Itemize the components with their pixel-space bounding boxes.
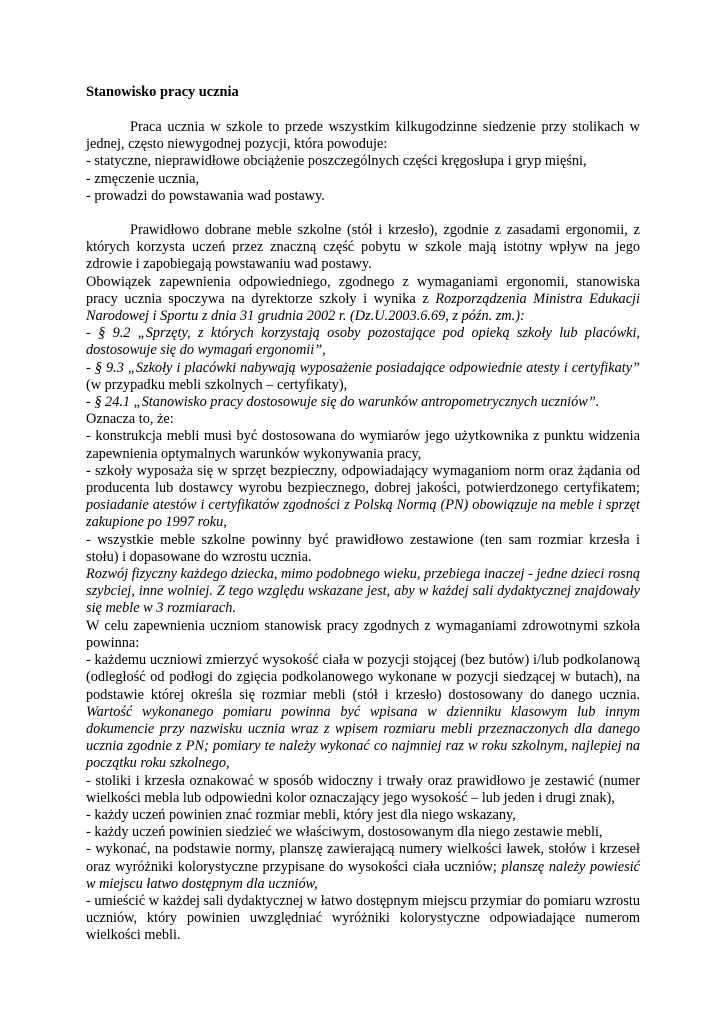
list-item: - konstrukcja mebli musi być dostosowana do wymiarów jego użytkownika z punktu widzenia zapewnienia optymalnych warunków wykonywania pracy, xyxy=(86,428,640,462)
list-item xyxy=(86,841,640,893)
list-item: - prowadzi do powstawania wad postawy. xyxy=(86,187,325,204)
regulation-rule-9-3 xyxy=(86,360,640,394)
list-item-text: - szkoły wyposaża się w sprzęt bezpieczny, odpowiadający wymaganiom norm oraz żądania od producenta lub dostawcy wyrobu bezpiecznego, dobrej jakości, potwierdzonego certyfikatem; xyxy=(86,462,640,497)
list-item xyxy=(86,463,640,532)
furniture-paragraph: Prawidłowo dobrane meble szkolne (stół i krzesło), zgodnie z zasadami ergonomii, z których korzysta uczeń przez znaczną część pobytu w szkole mają istotny wpływ na jego zdrowie i zapobiegają powstawaniu wad postawy. xyxy=(86,222,640,273)
list-item-italic: posiadanie atestów i certyfikatów zgodności z Polską Normą (PN) obowiązuje na meble i sprzęt zakupione po 1997 roku, xyxy=(86,497,640,531)
regulation-rule-24-1: - § 24.1 „Stanowisko pracy dostosowuje się do warunków antropometrycznych uczniów”. xyxy=(86,394,600,411)
meaning-intro: Oznacza to, że: xyxy=(86,411,174,428)
spacer xyxy=(86,205,640,222)
obligation-text: Obowiązek zapewnienia odpowiedniego, zgodnego z wymaganiami ergonomii, stanowiska pracy ucznia spoczywa na dyrektorze szkoły i wynika z xyxy=(86,273,640,307)
list-item: - stoliki i krzesła oznakować w sposób widoczny i trwały oraz prawidłowo je zestawić (numer wielkości mebla lub odpowiedni kolor oznaczający jego wysokość – lub jeden i drugi znak), xyxy=(86,772,640,806)
list-item: - zmęczenie ucznia, xyxy=(86,170,200,187)
list-item: - każdy uczeń powinien siedzieć we właściwym, dostosowanym dla niego zestawie mebli, xyxy=(86,824,603,841)
list-item: - umieścić w każdej sali dydaktycznej w łatwo dostępnym miejscu przymiar do pomiaru wzrostu uczniów, który powinien uwzględniać wyróżniki kolorystyczne odpowiadające numerom wielkości mebli. xyxy=(86,892,640,944)
regulation-reference: Rozporządzenia Ministra Edukacji Narodowej i Sportu z dnia 31 grudnia 2002 r. (Dz.U.2003.6.69, z późn. zm.): xyxy=(86,290,640,325)
intro-paragraph: Praca ucznia w szkole to przede wszystkim kilkugodzinne siedzenie przy stolikach w jednej, często niewygodnej pozycji, która powoduje: xyxy=(86,119,640,153)
rule-9-3-note: (w przypadku mebli szkolnych – certyfikaty), xyxy=(86,376,348,393)
list-item: - wszystkie meble szkolne powinny być prawidłowo zestawione (ten sam rozmiar krzesła i stołu) i dopasowane do wzrostu ucznia. xyxy=(86,531,640,565)
list-item-text: - każdemu uczniowi zmierzyć wysokość ciała w pozycji stojącej (bez butów) i/lub podkolanową (odległość od podłogi do zgięcia podkolanowego wykonane w pozycji siedzącej w butach), na podstawie której określa się rozmiar mebli (stół i krzesło) dostosowany do danego ucznia. xyxy=(86,652,640,703)
obligation-paragraph xyxy=(86,274,640,326)
list-item-italic: planszę należy powiesić w miejscu łatwo dostępnym dla uczniów, xyxy=(86,858,640,892)
development-note: Rozwój fizyczny każdego dziecka, mimo podobnego wieku, przebiega inaczej - jedne dzieci rosną szybciej, inne wolniej. Z tego względu wskazane jest, aby w każdej sali dydaktycznej znajdowały się meble w 3 rozmiarach. xyxy=(86,566,640,617)
list-item: - każdy uczeń powinien znać rozmiar mebli, który jest dla niego wskazany, xyxy=(86,806,516,823)
regulation-rule-9-2: - § 9.2 „Sprzęty, z których korzystają osoby pozostające pod opieką szkoły lub placówki, dostosowuje się do wymagań ergonomii”, xyxy=(86,325,640,359)
list-item: - statyczne, nieprawidłowe obciążenie poszczególnych części kręgosłupa i gryp mięśni, xyxy=(86,153,587,170)
list-item-italic: Wartość wykonanego pomiaru powinna być wpisana w dzienniku klasowym lub innym dokumencie przy nazwisku ucznia wraz z wpisem rozmiaru mebli przeznaczonych dla danego ucznia zgodnie z PN; pomiary te należy wykonać co najmniej raz w roku szkolnym, najlepiej na początku roku szkolnego, xyxy=(86,703,640,772)
school-duties-intro: W celu zapewnienia uczniom stanowisk pracy zgodnych z wymaganiami zdrowotnymi szkoła powinna: xyxy=(86,617,640,651)
document-title: Stanowisko pracy ucznia xyxy=(86,84,239,100)
list-item-text: - wykonać, na podstawie normy, planszę zawierającą numery wielkości ławek, stołów i krzeseł oraz wyróżniki kolorystyczne przypisane do wysokości ciała uczniów; xyxy=(86,841,640,875)
list-item xyxy=(86,652,640,772)
rule-9-3-text: - § 9.3 „Szkoły i placówki nabywają wyposażenie posiadające odpowiednie atesty i certyfikaty” xyxy=(86,359,640,376)
